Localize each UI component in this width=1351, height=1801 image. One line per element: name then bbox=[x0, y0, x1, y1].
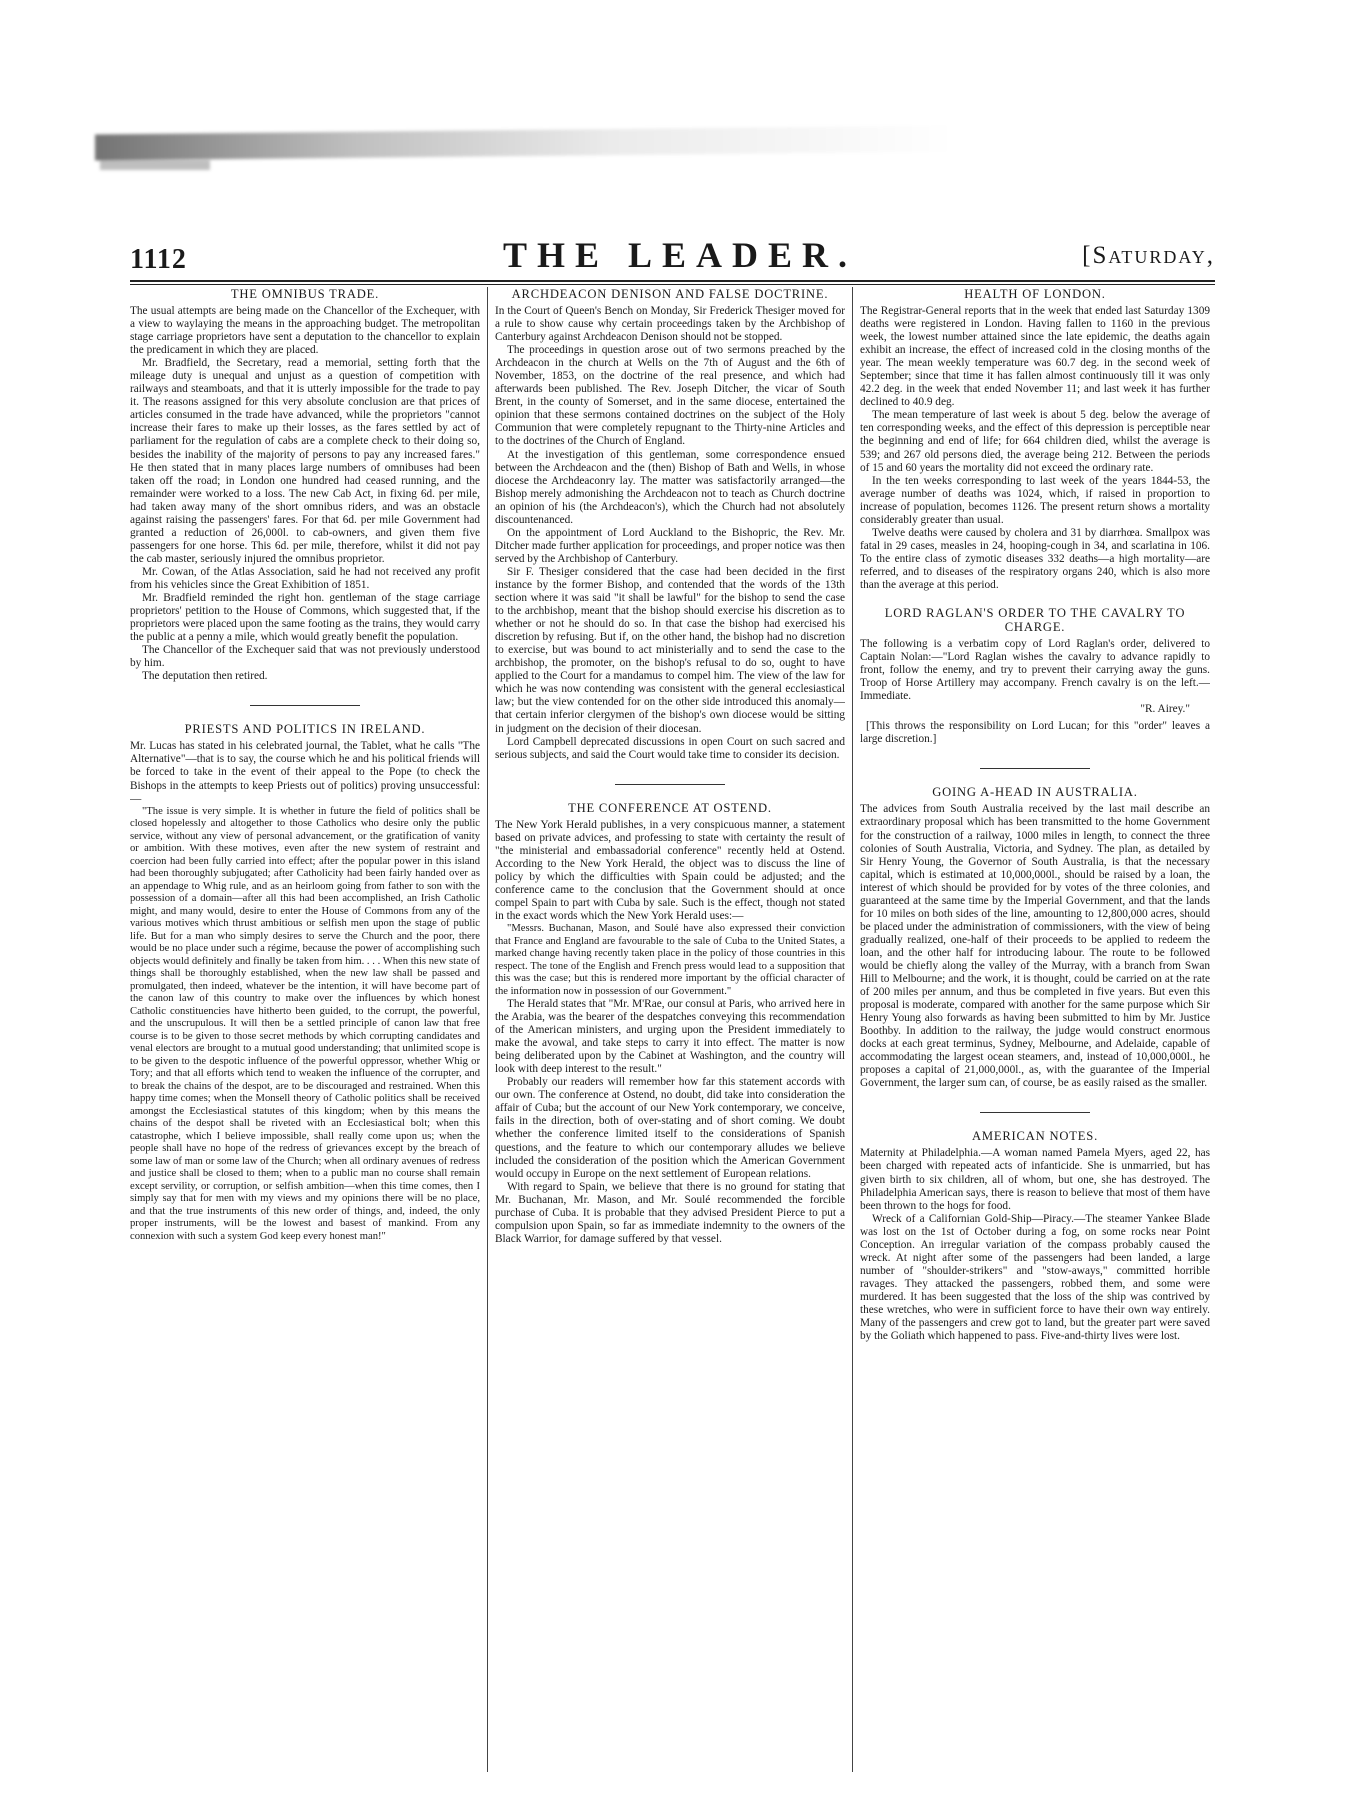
article-paragraph: Sir F. Thesiger considered that the case had been decided in the first instance by the former Bishop, and contended that the words of the 13th section where it was said "it shall be lawful" for the bishop to send the case to the archbishop, meant that the bishop should exercise his discretion as to whether or not he should do so. In that case the bishop had exercised his discretion by refusing. But if, on the other hand, the bishop had no discretion to exercise, but was bound to act ministerially and to send the case to the archbishop, the promoter, on the bishop's refusal to do so, ought to have applied to the Court for a mandamus to compel him. The view of the law for which he was now contending was consistent with the general ecclesiastical law; but the view contended for on the other side introduced this anomaly—that certain inferior clergymen of the bishop's own diocese would be sitting in judgment on the decision of their diocesan. bbox=[495, 565, 845, 735]
article-headline: AMERICAN NOTES. bbox=[971, 1129, 1099, 1144]
article-headline: ARCHDEACON DENISON AND FALSE DOCTRINE. bbox=[511, 287, 829, 301]
article-divider bbox=[250, 705, 360, 706]
issue-day: [Saturday, bbox=[1082, 242, 1215, 269]
article-paragraph: The Chancellor of the Exchequer said that was not previously understood by him. bbox=[130, 644, 480, 670]
signature: "R. Airey." bbox=[1140, 703, 1190, 716]
article-headline: HEALTH OF LONDON. bbox=[964, 287, 1106, 301]
article-divider bbox=[980, 1112, 1090, 1113]
article-paragraph: In the ten weeks corresponding to last week of the years 1844-53, the average number of deaths was 1024, which, if raised in proportion to increase of population, becomes 1126. The present return shows a mortality considerably greater than usual. bbox=[860, 474, 1210, 526]
article-paragraph: The Registrar-General reports that in the week that ended last Saturday 1309 deaths were registered in London. Having fallen to 1160 in the previous week, the lowest number attained since the late epidemic, the deaths again exhibit an increase, the effect of increased cold in the closing months of the year. The mean weekly temperature was 60.7 deg. in the second week of September; since that time it has fallen almost continuously till it was only 42.2 deg. in the week that ended November 11; and last week it has further declined to 40.9 deg. bbox=[860, 305, 1210, 409]
article-paragraph: At the investigation of this gentleman, some correspondence ensued between the Archdeacon and the (then) Bishop of Bath and Wells, in whose diocese the Archdeaconry lay. The matter was satisfactorily arranged—the Bishop merely admonishing the Archdeacon not to teach as Church doctrine an opinion of his (the Archdeacon's), which the Church had not absolutely discountenanced. bbox=[495, 448, 845, 526]
article-headline: THE OMNIBUS TRADE. bbox=[230, 287, 380, 301]
article-paragraph: Maternity at Philadelphia.—A woman named Pamela Myers, aged 22, has been charged with repeated acts of infanticide. She is unmarried, but has given birth to six children, all of whom, but one, she has destroyed. The Philadelphia American says, there is reason to believe that most of them have been thrown to the hogs for food. bbox=[860, 1147, 1210, 1212]
column-rule bbox=[852, 287, 853, 1772]
article-headline: PRIESTS AND POLITICS IN IRELAND. bbox=[184, 722, 426, 737]
article-paragraph: With regard to Spain, we believe that there is no ground for stating that Mr. Buchanan, Mr. Mason, and Mr. Soulé recommended the forcible purchase of Cuba. It is probable that they advised President Pierce to put a compulsion upon Spain, so far as immediate indemnity to the owners of the Black Warrior, for damage suffered by that vessel. bbox=[495, 1180, 845, 1245]
page-number: 1112 bbox=[130, 244, 187, 275]
column-3 bbox=[860, 287, 1210, 1767]
column-rule bbox=[487, 287, 488, 1772]
editorial-note: [This throws the responsibility on Lord Lucan; for this "order" leaves a large discretion.] bbox=[860, 720, 1210, 746]
article-paragraph: Wreck of a Californian Gold-Ship—Piracy.—The steamer Yankee Blade was lost on the 1st of October during a fog, on some rocks near Point Conception. An irregular variation of the compass probably caused the wreck. At night after some of the passengers had been landed, a large number of "shoulder-strikers" and "stow-aways," committed horrible ravages. They attacked the passengers, robbed them, and some were murdered. It has been suggested that the loss of the ship was contrived by these wretches, who were in sufficient force to have their own way entirely. Many of the passengers and crew got to land, but the greater part were saved by the Goliath which happened to pass. Five-and-thirty lives were lost. bbox=[860, 1212, 1210, 1343]
masthead bbox=[130, 232, 1215, 278]
article-paragraph: The deputation then retired. bbox=[142, 670, 268, 683]
article-headline: GOING A-HEAD IN AUSTRALIA. bbox=[932, 785, 1138, 800]
article-paragraph: Mr. Bradfield reminded the right hon. gentleman of the stage carriage proprietors' petition to the House of Commons, which suggested that, if the proprietors were placed upon the same footing as the trains, they would carry the public at a penny a mile, which would greatly benefit the population. bbox=[130, 592, 480, 644]
article-paragraph: Mr. Lucas has stated in his celebrated journal, the Tablet, what he calls "The Alternative"—that is to say, the course which he and his political friends will be forced to take in the event of their appeal to the Pope (to check the Bishops in the attempts to keep Priests out of politics) proving unsuccessful:— bbox=[130, 740, 480, 805]
masthead-rule bbox=[130, 280, 1215, 282]
article-paragraph: The proceedings in question arose out of two sermons preached by the Archdeacon in the church at Wells on the 7th of August and the 6th of November, 1853, on the doctrine of the real presence, and which had afterwards been published. The Rev. Joseph Ditcher, the vicar of South Brent, in the county of Somerset, and in the same diocese, entertained the opinion that these sermons contained doctrines on the subject of the Holy Communion that were completely repugnant to the Thirty-nine Articles and to the doctrines of the Church of England. bbox=[495, 344, 845, 448]
column-2 bbox=[495, 287, 845, 1767]
article-paragraph: The advices from South Australia received by the last mail describe an extraordinary proposal which has been transmitted to the home Government for the construction of a railway, 1000 miles in length, to connect the three colonies of South Australia, Victoria, and Sydney. The plan, as detailed by Sir Henry Young, the Governor of South Australia, is that the necessary capital, which is estimated at 10,000,000l., should be raised by a loan, the interest of which should be provided for by votes of the three colonies, and guaranteed at the same time by the Imperial Government, and that the lands for 10 miles on both sides of the line, amounting to 12,800,000 acres, should be placed under the administration of commissioners, with the view of being gradually realized, one-half of their proceeds to be applied to redeem the loan, and the other half for introducing labour. The route to be followed would be chiefly along the valley of the Murray, with a branch from Swan Hill to Melbourne; and the work, it is thought, could be carried on at the rate of 200 miles per annum, and thus be completed in five years. But even this proposal is moderate, compared with another for the same purpose which Sir Henry Young also forwards as having been submitted to him by Mr. Justice Boothby. In addition to the railway, the judge would construct enormous docks at each great terminus, Sydney, Melbourne, and Adelaide, capable of accommodating the largest ocean steamers, and, instead of 10,000,000l., he proposes a capital of 21,000,000l., as, with the guarantee of the Imperial Government, the larger sum can, of course, be as easily raised as the smaller. bbox=[860, 803, 1210, 1090]
article-quote: "The issue is very simple. It is whether in future the field of politics shall be closed hopelessly and altogether to those Catholics who desire only the public service, without any view of personal advancement, or the gratification of vanity or ambition. With these motives, even after the new system of restraint and coercion had been fully carried into effect; after the popular power in this island had been thoroughly subjugated; after Catholicity had been fairly handed over as an appendage to Whig rule, and as an heirloom going from father to son with the possession of a domain—after all this had been accomplished, an Irish Catholic might, and many would, desire to enter the House of Commons from any of the various motives which thrust ambitious or selfish men upon the stage of public life. But for a man who simply desires to serve the Church and the poor, there would be no place under such a régime, because the power of accomplishing such objects would definitely and finally be taken from him. . . . When this new state of things shall be thoroughly established, when the new law shall be passed and promulgated, then indeed, whatever be the intention, it will have become part of the canon law of this country to make over the influences by which honest Catholic constituencies have hitherto been guided, to the corrupt, the powerful, and the unscrupulous. It will then be a settled principle of canon law that free course is to be given to those secret methods by which corrupting candidates and venal electors are brought to a mutual good understanding; that unlimited scope is to be given to the despotic influence of the powerful oppressor, whether Whig or Tory; and that all efforts which tend to weaken the influence of the corrupter, and to break the chains of the despot, are to be discouraged and restrained. When this happy time comes; when the Monsell theory of Catholic politics shall be received amongst the Ecclesiastical statutes of this kingdom; when by this means the chains of the despot shall be riveted with an Ecclesiastical bolt; when this catastrophe, which I believe impossible, shall really come upon us; when the people shall have no hope of the redress of grievances except by the breach of some law of man or some law of the Church; when all ordinary avenues of redress and justice shall be closed to them; when to a public man no course shall remain except servility, or corruption, or selfish ambition—when this time comes, then I simply say that for men with my views and my opinions there will be no place, and that the true instruments of this new order of things, and, indeed, the only proper instruments, will be the lowest and basest of mankind. From any connexion with such a system God keep every honest man!" bbox=[130, 805, 480, 1242]
article-paragraph: Mr. Cowan, of the Atlas Association, said he had not received any profit from his vehicles since the Great Exhibition of 1851. bbox=[130, 565, 480, 591]
article-paragraph: Probably our readers will remember how far this statement accords with our own. The conference at Ostend, no doubt, did take into consideration the affair of Cuba; but the account of our New York contemporary, we conceive, fails in the direction, both of over-stating and of short coming. We doubt whether the conference limited itself to the considerations of Spanish questions, and the feature to which our contemporary alludes we believe included the consideration of the position which the American Government would occupy in Europe on the next settlement of European relations. bbox=[495, 1076, 845, 1180]
article-divider bbox=[980, 768, 1090, 769]
article-quote: "Messrs. Buchanan, Mason, and Soulé have also expressed their conviction that France and England are favourable to the sale of Cuba to the United States, a marked change having recently taken place in the policy of those countries in this respect. The tone of the English and French press would lead to a supposition that this was the case; but this is rendered more important by the official character of the information now in possession of our Government." bbox=[495, 923, 845, 997]
article-paragraph: The following is a verbatim copy of Lord Raglan's order, delivered to Captain Nolan:—"Lord Raglan wishes the cavalry to advance rapidly to front, follow the enemy, and try to prevent their carrying away the guns. Troop of Horse Artillery may accompany. French cavalry is on the left.—Immediate. bbox=[860, 638, 1210, 703]
article-paragraph: In the Court of Queen's Bench on Monday, Sir Frederick Thesiger moved for a rule to show cause why certain proceedings taken by the Archbishop of Canterbury against Archdeacon Denison should not be stopped. bbox=[495, 305, 845, 344]
article-paragraph: Twelve deaths were caused by cholera and 31 by diarrhœa. Smallpox was fatal in 29 cases, measles in 24, hooping-cough in 34, and scarlatina in 106. To the entire class of zymotic diseases 332 deaths—a high mortality—are referred, and to diseases of the respiratory organs 240, which is also more than the average at this period. bbox=[860, 526, 1210, 591]
article-headline: THE CONFERENCE AT OSTEND. bbox=[568, 800, 772, 815]
article-divider bbox=[615, 784, 725, 785]
paper-title: THE LEADER. bbox=[502, 235, 858, 275]
article-paragraph: On the appointment of Lord Auckland to the Bishopric, the Rev. Mr. Ditcher made further application for proceedings, and proper notice was then served by the Archbishop of Canterbury. bbox=[495, 526, 845, 565]
article-paragraph: The Herald states that "Mr. M'Rae, our consul at Paris, who arrived here in the Arabia, was the bearer of the despatches conveying this recommendation of the American ministers, and urging upon the President immediately to make the avowal, and take steps to carry it into effect. The matter is now being deliberated upon by the Cabinet at Washington, and the country will look with deep interest to the result." bbox=[495, 998, 845, 1076]
scan-artifact bbox=[95, 125, 955, 160]
article-paragraph: Mr. Bradfield, the Secretary, read a memorial, setting forth that the mileage duty is unequal and unjust as a question of competition with railways and steamboats, and that it is utterly impossible for the trade to pay it. The reasons assigned for this very absolute conclusion are that prices of articles consumed in the trade have advanced, while the proprietors "cannot increase their fares to make up their losses, as the fares settled by act of parliament for the regulation of cabs are a complete check to their doing so, besides the inability of the majority of persons to pay any increased fares." He then stated that in many places large numbers of omnibuses had been taken off the road; in London one hundred had ceased running, and the remainder were worked to a loss. The new Cab Act, in fixing 6d. per mile, had taken away many of the short omnibus riders, and was an obstacle against raising the passengers' fares. For that 6d. per mile Government had granted a reduction of 26,000l. to cab-owners, and given them five passengers for one horse. This 6d. per mile, therefore, whilst it did not pay the cab master, seriously injured the omnibus proprietor. bbox=[130, 357, 480, 565]
article-paragraph: The mean temperature of last week is about 5 deg. below the average of ten corresponding weeks, and the effect of this depression is perceptible near the beginning and end of life; for 664 children died, whilst the average is 539; and 267 old persons died, the average being 212. Between the periods of 15 and 60 years the mortality did not exceed the ordinary rate. bbox=[860, 409, 1210, 474]
article-paragraph: The usual attempts are being made on the Chancellor of the Exchequer, with a view to waylaying the means in the approaching budget. The metropolitan stage carriage proprietors have sent a deputation to the chancellor to explain the predicament in which they are placed. bbox=[130, 305, 480, 357]
article-paragraph: The New York Herald publishes, in a very conspicuous manner, a statement based on private advices, and professing to state with certainty the result of "the ministerial and embassadorial conference" recently held at Ostend. According to the New York Herald, the object was to discuss the line of policy by which the difficulties with Spain could be adjusted; and the conference came to the conclusion that the Government should at once compel Spain to part with Cuba by sale. Such is the effect, though not stated in the exact words which the New York Herald uses:— bbox=[495, 818, 845, 922]
scan-artifact bbox=[100, 160, 210, 170]
masthead-rule bbox=[130, 284, 1215, 285]
spacer bbox=[860, 592, 1210, 606]
article-headline: LORD RAGLAN'S ORDER TO THE CAVALRY TO CHARGE. bbox=[884, 606, 1186, 635]
article-paragraph: Lord Campbell deprecated discussions in open Court on such sacred and serious subjects, and said the Court would take time to consider its decision. bbox=[495, 735, 845, 761]
column-1 bbox=[130, 287, 480, 1767]
